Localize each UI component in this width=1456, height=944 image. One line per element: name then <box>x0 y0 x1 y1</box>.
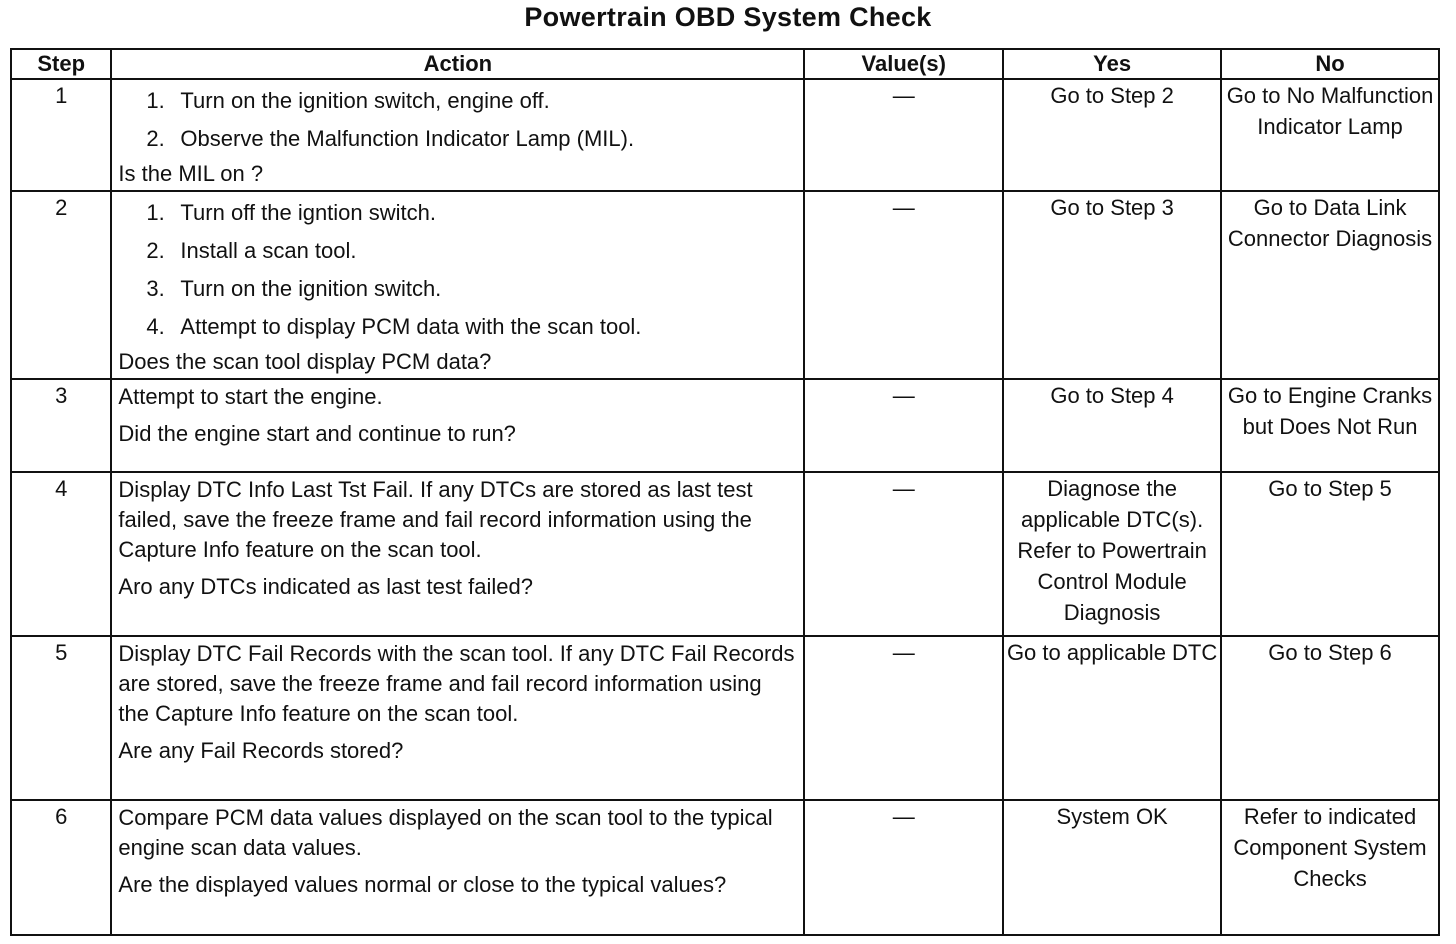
action-cell <box>111 79 804 191</box>
table-header-row <box>11 49 1439 79</box>
column-header-yes: Yes <box>1003 49 1221 79</box>
action-list-item: 4. Attempt to display PCM data with the scan tool. <box>146 314 642 339</box>
value-cell: — <box>804 472 1003 636</box>
no-cell: Go to Data Link Connector Diagnosis <box>1221 191 1439 379</box>
value-cell: — <box>804 191 1003 379</box>
action-cell <box>111 636 804 800</box>
table-row <box>11 800 1439 935</box>
action-list-item: 3. Turn on the ignition switch. <box>146 276 442 301</box>
action-paragraph: Attempt to start the engine. <box>118 384 383 409</box>
column-header-action: Action <box>111 49 804 79</box>
action-list-item: 2. Install a scan tool. <box>146 238 357 263</box>
table-row <box>11 79 1439 191</box>
step-number: 5 <box>11 636 111 800</box>
yes-cell: Go to Step 2 <box>1003 79 1221 191</box>
action-question: Are any Fail Records stored? <box>118 738 404 763</box>
no-cell: Go to Engine Cranks but Does Not Run <box>1221 379 1439 472</box>
table-row <box>11 636 1439 800</box>
step-number: 2 <box>11 191 111 379</box>
action-question: Are the displayed values normal or close to the typical values? <box>118 872 727 897</box>
action-question: Is the MIL on ? <box>118 161 264 186</box>
system-check-table <box>10 48 1440 936</box>
step-number: 6 <box>11 800 111 935</box>
yes-cell: Diagnose the applicable DTC(s). Refer to Powertrain Control Module Diagnosis <box>1003 472 1221 636</box>
action-question: Aro any DTCs indicated as last test failed? <box>118 574 533 599</box>
column-header-no: No <box>1221 49 1439 79</box>
no-cell: Refer to indicated Component System Checks <box>1221 800 1439 935</box>
table-row <box>11 379 1439 472</box>
step-number: 4 <box>11 472 111 636</box>
yes-cell: System OK <box>1003 800 1221 935</box>
column-header-step: Step <box>11 49 111 79</box>
page-title: Powertrain OBD System Check <box>524 2 932 32</box>
column-header-values: Value(s) <box>804 49 1003 79</box>
no-cell: Go to No Malfunction Indicator Lamp <box>1221 79 1439 191</box>
action-list-item: 1. Turn on the ignition switch, engine off. <box>146 88 550 113</box>
no-cell: Go to Step 5 <box>1221 472 1439 636</box>
action-cell <box>111 800 804 935</box>
action-cell <box>111 191 804 379</box>
yes-cell: Go to Step 4 <box>1003 379 1221 472</box>
step-number: 1 <box>11 79 111 191</box>
action-cell <box>111 379 804 472</box>
value-cell: — <box>804 379 1003 472</box>
action-question: Does the scan tool display PCM data? <box>118 349 492 374</box>
action-paragraph: Display DTC Fail Records with the scan tool. If any DTC Fail Records are stored, save the freeze frame and fail record information using the Capture Info feature on the scan tool. <box>118 641 795 726</box>
action-paragraph: Compare PCM data values displayed on the scan tool to the typical engine scan data values. <box>118 805 773 860</box>
value-cell: — <box>804 800 1003 935</box>
no-cell: Go to Step 6 <box>1221 636 1439 800</box>
step-number: 3 <box>11 379 111 472</box>
action-list-item: 1. Turn off the igntion switch. <box>146 200 436 225</box>
yes-cell: Go to applicable DTC <box>1003 636 1221 800</box>
action-question: Did the engine start and continue to run? <box>118 421 516 446</box>
yes-cell: Go to Step 3 <box>1003 191 1221 379</box>
table-row <box>11 191 1439 379</box>
action-list-item: 2. Observe the Malfunction Indicator Lamp (MIL). <box>146 126 635 151</box>
action-paragraph: Display DTC Info Last Tst Fail. If any DTCs are stored as last test failed, save the freeze frame and fail record information using the Capture Info feature on the scan tool. <box>118 477 753 562</box>
value-cell: — <box>804 79 1003 191</box>
value-cell: — <box>804 636 1003 800</box>
action-cell <box>111 472 804 636</box>
table-row <box>11 472 1439 636</box>
